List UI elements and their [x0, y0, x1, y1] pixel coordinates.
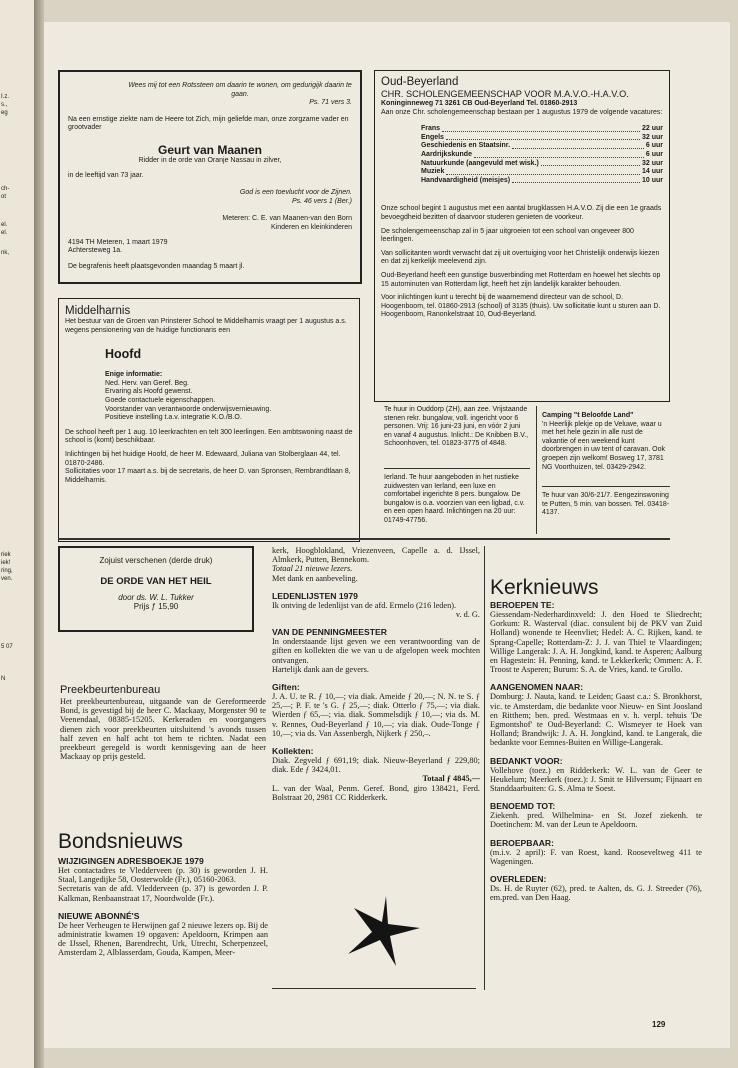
vacancy-subject: Handvaardigheid (meisjes): [421, 176, 511, 184]
previous-page-edge: [0, 0, 34, 1068]
leader-dots: [474, 151, 644, 158]
obituary-age: in de leeftijd van 73 jaar.: [68, 171, 144, 179]
obituary-verse2-ref: Ps. 46 vers 1 (Ber.): [291, 197, 352, 205]
classified-divider-2: [542, 486, 670, 487]
previous-page-fragment: eg: [1, 110, 8, 116]
vacancy-subject: Frans: [421, 125, 441, 133]
mid-total-lezers: Totaal 21 nieuwe lezers.: [272, 564, 353, 574]
bonds-p1: Het contactadres te Vledderveen (p. 30) is geworden J. H. Staal, Langedijke 58, Oosterwolde (Fr.), 05160-2063.: [58, 866, 268, 885]
oudbeyerland-address: Koninginneweg 71 3261 CB Oud-Beyerland Tel. 01860-2913: [381, 100, 578, 107]
info-item: Ned. Herv. van Geref. Beg.: [105, 379, 189, 387]
mid-sub2: VAN DE PENNINGMEESTER: [272, 627, 387, 638]
vacancy-hours: 32 uur: [641, 133, 663, 141]
bonds-sub2: NIEUWE ABONNÉ'S: [58, 910, 140, 921]
page-number: 129: [652, 1020, 666, 1029]
kerk-t4: Ziekenh. pred. Wilhelmina- en St. Jozef ziekenh. te Doetinchem: M. van der Leun te Apeldoorn.: [490, 811, 702, 830]
mid-p5: Diak. Zegveld ƒ 691,19; diak. Nieuw-Beyerland ƒ 229,80; diak. Ede ƒ 3424,01.: [272, 756, 480, 775]
middelharnis-role: Hoofd: [105, 347, 142, 362]
mid-p3: In onderstaande lijst geven we een verantwoording van de giften en kollekten die we van u de afgelopen week mochten ontvangen.: [272, 637, 480, 665]
info-item: Voorstander van verantwoorde onderwijsvernieuwing.: [105, 405, 272, 413]
classified-column-rule: [536, 406, 537, 534]
bonds-p3: De heer Verheugen te Herwijnen gaf 2 nieuwe lezers op. Bij de administratie kwamen 19 opgaven: Apeldoorn, Krimpen aan de IJssel, Rhenen, Barendrecht, Urk, Utrecht, Scherpenzeel, Amsterdam 2, Alblasserdam, Gouda, Kampen, Meer-: [58, 920, 268, 958]
kerk-t2: Domburg: J. Nauta, kand. te Leiden; Gaast c.a.: S. Bronkhorst, vic. te Amsterdam, die bedankte voor Nieuw- en Sint Joosland en Ritthem; ben. pred. Westmaas en v. h. verpl. tehuis 'De Egmontshof' te Oud-Beyerland: C. Wismeyer te Hoek van Holland; Brandwijk: J. A. H. Jongkind, kand. te Langerak, die bedankte voor Eemnes-Buiten en Willige-Langerak.: [490, 692, 702, 748]
mid-p2: Ik ontving de ledenlijst van de afd. Ermelo (216 leden).: [272, 600, 457, 610]
middelharnis-info-list: [105, 380, 353, 423]
preek-heading: Preekbeurtenbureau: [60, 684, 161, 696]
bonds-sub1: WIJZIGINGEN ADRESBOEKJE 1979: [58, 856, 204, 866]
obituary-title: Ridder in de orde van Oranje Nassau in zilver,: [138, 156, 282, 164]
classified-divider: [384, 468, 530, 469]
previous-page-fragment: nk,: [1, 250, 10, 256]
leader-dots: [512, 177, 640, 184]
previous-page-fragment: iek!: [1, 560, 11, 566]
middle-bottom-rule: [272, 988, 476, 989]
previous-page-fragment: el.: [1, 222, 8, 228]
book-line1: Zojuist verschenen (derde druk): [99, 556, 213, 565]
classified-ouddorp: [384, 406, 530, 449]
vacancy-row: [421, 142, 663, 151]
previous-page-fragment: ring,: [1, 568, 13, 574]
vacancy-list: [421, 125, 663, 185]
info-item: Ervaring als Hoofd gewenst.: [105, 388, 193, 396]
middelharnis-p3: Sollicitaties voor 17 maart a.s. bij de secretaris, de heer D. van Spronsen, Rembrandtlaan 8, Middelharnis.: [65, 468, 351, 484]
leader-dots: [442, 125, 640, 132]
oudbeyerland-intro: Aan onze Chr. scholengemeenschap bestaan per 1 augustus 1979 de volgende vacatures:: [381, 108, 663, 116]
kerk-t3: Vollehove (toez.) en Ridderkerk: W. L. van de Geer te Heukelum; Meerkerk (toez.): J. Smit te Hilversum; Fijnaart en Standdaarbuiten: G. S. Alma te Soest.: [490, 765, 702, 794]
classified-camping: [542, 412, 670, 472]
kerk-s4: BENOEMD TOT:: [490, 801, 556, 812]
kerk-t5: (m.i.v. 2 april): F. van Roest, kand. Rooseveltweg 411 te Wageningen.: [490, 847, 702, 866]
bonds-p2: Secretaris van de afd. Vledderveen (p. 37) is geworden J. P. Kalkman, Renbaanstraat 17, Noordwolde (Fr.).: [58, 884, 268, 903]
putten-text: Te huur van 30/6-21/7. Eengezinswoning te Putten, 5 min. van bossen. Tel. 03418-4137.: [542, 492, 670, 517]
vacancy-subject: Geschiedenis en Staatsinr.: [421, 142, 511, 150]
obituary-address: 4194 TH Meteren, 1 maart 1979: [68, 238, 168, 246]
classified-putten: [542, 492, 670, 518]
mid-thanks: Met dank en aanbeveling.: [272, 573, 358, 583]
middle-column: [272, 546, 480, 802]
vacancy-hours: 14 uur: [641, 168, 663, 176]
previous-page-fragment: I.z.: [1, 94, 10, 100]
oudbeyerland-p5: Voor inlichtingen kunt u terecht bij de waarnemend directeur van de school, D. Hoogenboom, tel. 01860-2913 (school) of 3135 (thuis). Uw sollicitatie kunt u sturen aan D. Hoogenboom, Ranonkelstraat 10, Oud-Beyerland.: [381, 294, 661, 319]
kerknieuws-section: [490, 576, 702, 902]
preek-section: [60, 684, 266, 761]
vacancy-hours: 6 uur: [645, 150, 663, 158]
classified-ierland: [384, 474, 530, 526]
vacancy-row: [421, 160, 663, 169]
mid-sub3: Giften:: [272, 682, 300, 693]
leader-dots: [446, 134, 640, 141]
obituary-verse-ref: Ps. 71 vers 3.: [309, 99, 352, 107]
mid-total: Totaal ƒ 4845,—: [422, 774, 480, 784]
classified-ouddorp-text: Te huur in Ouddorp (ZH), aan zee. Vrijstaande stenen rekr. bungalow, voll. ingericht voor 6 personen. Vrij: 16 juni-23 juni, en vóór 2 juni en vanaf 4 augustus. Inlicht.: De Knibben B.V., Schoonhoven, tel. 01823-3775 of 4848.: [384, 406, 529, 448]
kerk-s1: BEROEPEN TE:: [490, 600, 555, 610]
vacancy-row: [421, 125, 663, 134]
info-item: Goede contactuele eigenschappen.: [105, 396, 216, 404]
oudbeyerland-p3: Van sollicitanten wordt verwacht dat zij uit overtuiging voor het Christelijk onderwijs kiezen en dat zij kerkelijk meelevend zijn.: [381, 249, 660, 266]
vacancy-subject: Natuurkunde (aangevuld met wisk.): [421, 159, 539, 167]
kerk-s3: BEDANKT VOOR:: [490, 755, 563, 766]
book-ad: [58, 546, 254, 632]
kerknieuws-heading: Kerknieuws: [490, 576, 599, 599]
kerk-s2: AANGENOMEN NAAR:: [490, 682, 584, 693]
obituary-funeral: De begrafenis heeft plaatsgevonden maandag 5 maart jl.: [68, 262, 245, 270]
previous-page-fragment: ven.: [1, 576, 13, 582]
obituary-notice: [58, 70, 362, 284]
column-rule: [484, 546, 485, 990]
obituary-intro: Na een ernstige ziekte nam de Heere tot Zich, mijn geliefde man, onze zorgzame vader en grootvader: [68, 115, 349, 132]
oudbeyerland-heading: Oud-Beyerland: [381, 76, 459, 88]
camping-heading: Camping "t Beloofde Land": [542, 412, 634, 419]
mid-sign: v. d. G.: [455, 610, 480, 620]
middelharnis-heading: Middelharnis: [65, 305, 131, 317]
oudbeyerland-p1: Onze school begint 1 augustus met een aantal brugklassen H.A.V.O. Zij die een 1e graads bevoegdheid bezitten of daarvoor studeren genieten de voorkeur.: [381, 205, 662, 221]
bondsnieuws-heading: Bondsnieuws: [58, 830, 183, 853]
leader-dots: [512, 142, 644, 149]
obituary-verse: Wees mij tot een Rotssteen om daarin te wonen, om gedurigijk daarin te gaan.: [128, 82, 352, 98]
mid-p6: L. van der Waal, Penm. Geref. Bond, giro 138421, Ferd. Bolstraat 20, 2981 CC Ridderkerk.: [272, 783, 480, 802]
newspaper-page: [44, 22, 730, 1048]
kerk-t1: Giessendam-Nederhardinxveld: J. den Hoed te Sliedrecht; Gorkum: R. Wasterval (diac. consulent bij de PKV van Zuid Holland) wonende te Heenvliet; Hedel: A. C. Rijken, kand. te Sprang-Capelle; Rotterdam-Z: J. J. van Thiel te Vlaardingen; Willige Langerak: J. A. H. Jongkind, kand. te Asperen; Aalburg en Hagestein: H. Penning, kand. te Lekkerkerk; Ommen: A. F. Troost te Asperen; Burum: S. A. de Vries, kand. te Grollo.: [490, 610, 702, 675]
preek-text: Het preekbeurtenbureau, uitgaande van de Gereformeerde Bond, is gevestigd bij de heer C. Mackaay, Morgenster 90 te Veenendaal, 08385-15205. Kerkeraden en voorgangers dienen zich voor preekbeurten uitsluitend 's avonds tussen half zeven en half acht tot hem te richten. Nadat een preekbeurt geregeld is wordt kennisgeving aan de heer Mackaay op prijs gesteld.: [60, 697, 266, 762]
middelharnis-info-head: Enige informatie:: [105, 371, 163, 379]
vacancy-row: [421, 177, 663, 186]
previous-page-fragment: 5 07: [1, 644, 13, 650]
mid-sub4: Kollekten:: [272, 746, 314, 757]
previous-page-fragment: el.: [1, 230, 8, 236]
leader-dots: [446, 168, 640, 175]
obituary-verse2: God is een toevlucht voor de Zijnen.: [239, 189, 352, 197]
vacancy-hours: 6 uur: [645, 142, 663, 150]
previous-page-fragment: ot: [1, 194, 7, 200]
previous-page-fragment: s.,: [1, 102, 8, 108]
kerk-t6: Ds. H. de Ruyter (62), pred. te Aalten, ds. G. J. Streeder (76), em.pred. van Den Haag.: [490, 884, 702, 903]
leader-dots: [541, 160, 640, 167]
middelharnis-p2: Inlichtingen bij het huidige Hoofd, de heer M. Edewaard, Juliana van Stolberglaan 44, tel. 01870-2486.: [65, 450, 341, 467]
vacancy-row: [421, 168, 663, 177]
previous-page-fragment: N: [1, 676, 6, 682]
vacancy-row: [421, 134, 663, 143]
vacancy-hours: 22 uur: [641, 125, 663, 133]
kerk-s6: OVERLEDEN:: [490, 874, 547, 885]
bondsnieuws-section: [58, 830, 268, 958]
obituary-name: Geurt van Maanen: [157, 142, 263, 157]
oudbeyerland-p2: De scholengemeenschap zal in 5 jaar uitgroeien tot een school van ongeveer 800 leerlingen.: [381, 227, 634, 244]
vacancy-hours: 32 uur: [641, 159, 663, 167]
obituary-family: Meteren: C. E. van Maanen-van den Born: [222, 215, 352, 223]
book-author: door ds. W. L. Tukker: [118, 593, 194, 602]
mid-sub1: LEDENLIJSTEN 1979: [272, 590, 358, 601]
vacancy-subject: Engels: [421, 133, 444, 141]
star-ornament-icon: [342, 894, 422, 968]
classified-ierland-text: Ierland. Te huur aangeboden in het rustieke zuidwesten van Ierland, een luxe en comfortabel ingerichte 8 pers. bungalow. De bungalow is o.a. voorzien van een ligbad, c.v. en een open haard. Inlichtingen na 20 uur: 01749-47756.: [384, 474, 525, 524]
middelharnis-ad: [58, 298, 360, 542]
vacancy-subject: Aardrijkskunde: [421, 150, 472, 158]
vacancy-subject: Muziek: [421, 168, 445, 176]
oudbeyerland-subheading: CHR. SCHOLENGEMEENSCHAP VOOR M.A.V.O.-H.A.V.O.: [381, 89, 629, 99]
mid-p1: kerk, Hoogblokland, Vriezenveen, Capelle a. d. IJssel, Almkerk, Putten, Bennekom.: [272, 546, 480, 565]
mid-p4: J. A. U. te R. ƒ 10,—; via diak. Ameide ƒ 20,—; N. N. te S. ƒ 25,—; P. F. te 's G. ƒ 25,—; diak. Otterlo ƒ 75,—; via diak. Wierden ƒ 65,—; via. diak. Sommelsdijk ƒ 10,—; via ds. M. v. Rennes, Oud-Beyerland ƒ 10,—; via diak. Oude-Tonge ƒ 10,—; via ds. Van Assenbergh, Nijkerk ƒ 250,–.: [272, 692, 480, 738]
oudbeyerland-p4: Oud-Beyerland heeft een gunstige busverbinding met Rotterdam en hoewel het slechts op 15 autominuten van Rotterdam ligt, heeft het zijn landelijk karakter behouden.: [381, 271, 661, 288]
middelharnis-p1: De school heeft per 1 aug. 10 leerkrachten en telt 300 leerlingen. Een ambtswoning naast de school is (komt) beschikbaar.: [65, 428, 353, 445]
oudbeyerland-ad: [374, 70, 670, 402]
obituary-address-street: Achtersteweg 1a.: [68, 247, 123, 255]
previous-page-fragment: ch-: [1, 186, 10, 192]
book-title: DE ORDE VAN HET HEIL: [100, 576, 212, 587]
info-item: Positieve instelling t.a.v. integratie K.O./B.O.: [105, 414, 242, 422]
middelharnis-intro: Het bestuur van de Groen van Prinsterer School te Middelharnis vraagt per 1 augustus a.s. wegens pensionering van de huidige functionaris een: [65, 318, 347, 334]
vacancy-hours: 10 uur: [641, 176, 663, 184]
page-gutter: [34, 0, 44, 1068]
camping-text: 'n Heerlijk plekje op de Veluwe, waar u met het hele gezin in alle rust de vakantie of een weekend kunt doorbrengen in uw tent of caravan. Ook groepen zijn welkom! Bosweg 17, 3781 NG Voorthuizen, tel. 03429-2942.: [542, 420, 665, 471]
section-divider: [58, 538, 670, 540]
previous-page-fragment: riek: [1, 552, 11, 558]
mid-p3b: Hartelijk dank aan de gevers.: [272, 664, 369, 674]
book-price: Prijs ƒ 15,90: [133, 602, 179, 611]
kerk-s5: BEROEPBAAR:: [490, 837, 554, 848]
obituary-family-children: Kinderen en kleinkinderen: [271, 223, 352, 231]
vacancy-row: [421, 151, 663, 160]
